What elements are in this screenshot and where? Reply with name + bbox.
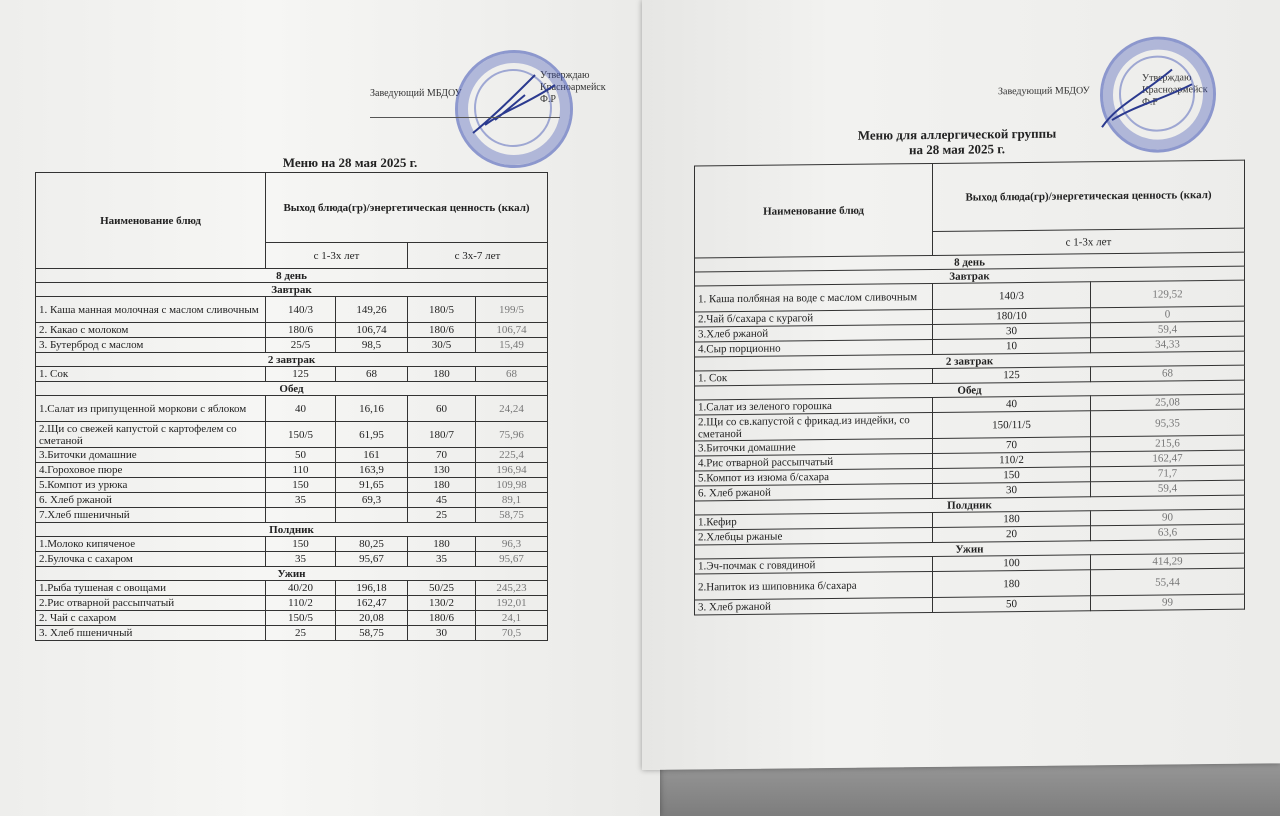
approval-position: Заведующий МБДОУ <box>998 85 1090 98</box>
dish-value: 30/5 <box>408 338 476 353</box>
dish-value: 150 <box>266 478 336 493</box>
table-row <box>36 323 548 338</box>
dish-value: 58,75 <box>476 508 548 523</box>
dish-name: 2.Хлебцы ржаные <box>695 527 933 544</box>
dish-value: 16,16 <box>336 396 408 422</box>
meal-section-title: 2 завтрак <box>36 353 548 367</box>
meal-section-title: Завтрак <box>695 266 1245 286</box>
table-row <box>36 596 548 611</box>
menu-sheet-allergy <box>642 0 1280 770</box>
table-row <box>36 537 548 552</box>
dish-value: 196,18 <box>336 581 408 596</box>
dish-value: 140/3 <box>933 282 1091 310</box>
dish-value: 40/20 <box>266 581 336 596</box>
dish-value <box>336 508 408 523</box>
dish-value: 70 <box>408 448 476 463</box>
page-title: Меню на 28 мая 2025 г. <box>282 155 418 170</box>
dish-value: 59,4 <box>1091 321 1245 338</box>
table-row <box>36 493 548 508</box>
dish-value: 90 <box>1091 509 1245 526</box>
dish-value: 100 <box>933 555 1091 572</box>
dish-value: 50 <box>933 596 1091 613</box>
dish-value: 196,94 <box>476 463 548 478</box>
dish-value: 50/25 <box>408 581 476 596</box>
dish-value: 40 <box>266 396 336 422</box>
table-row <box>36 367 548 382</box>
table-row <box>36 396 548 422</box>
dish-value: 71,7 <box>1091 465 1245 482</box>
dish-name: 1. Каша манная молочная с маслом сливочным <box>36 297 266 323</box>
dish-name: 4.Рис отварной рассыпчатый <box>695 453 933 470</box>
meal-section-title: Ужин <box>36 567 548 581</box>
dish-value: 180 <box>408 537 476 552</box>
table-row <box>36 626 548 641</box>
table-row <box>36 508 548 523</box>
dish-value: 20,08 <box>336 611 408 626</box>
dish-value: 180/6 <box>408 323 476 338</box>
dish-value: 162,47 <box>336 596 408 611</box>
dish-value: 129,52 <box>1091 280 1245 308</box>
dish-value: 70,5 <box>476 626 548 641</box>
dish-value: 24,24 <box>476 396 548 422</box>
column-header-age-1-3: с 1-3х лет <box>933 228 1245 255</box>
dish-name: 3.Хлеб ржаной <box>695 324 933 341</box>
table-row <box>36 478 548 493</box>
menu-table <box>35 172 548 641</box>
dish-value: 149,26 <box>336 297 408 323</box>
dish-value: 70 <box>933 437 1091 454</box>
dish-name: 6. Хлеб ржаной <box>695 483 933 500</box>
dish-value: 25/5 <box>266 338 336 353</box>
page-title-line: на 28 мая 2025 г. <box>909 141 1005 158</box>
dish-name: 1.Салат из зеленого горошка <box>695 397 933 414</box>
dish-name: 1.Рыба тушеная с овощами <box>36 581 266 596</box>
dish-value: 180/6 <box>408 611 476 626</box>
dish-value: 99 <box>1091 594 1245 611</box>
dish-value: 61,95 <box>336 422 408 448</box>
column-header-age-3-7: с 3х-7 лет <box>408 243 548 269</box>
dish-name: 2.Булочка с сахаром <box>36 552 266 567</box>
dish-value: 199/5 <box>476 297 548 323</box>
dish-value: 68 <box>1091 365 1245 382</box>
column-header-dish: Наименование блюд <box>695 163 933 257</box>
dish-name: 4.Сыр порционно <box>695 339 933 356</box>
dish-value: 150 <box>933 467 1091 484</box>
dish-value: 110/2 <box>933 452 1091 469</box>
dish-name: 2.Рис отварной рассыпчатый <box>36 596 266 611</box>
dish-value: 162,47 <box>1091 450 1245 467</box>
dish-name: 2. Какао с молоком <box>36 323 266 338</box>
dish-value: 25,08 <box>1091 394 1245 411</box>
dish-value: 95,35 <box>1091 409 1245 437</box>
dish-value: 150 <box>266 537 336 552</box>
approval-line: Утверждаю <box>540 70 590 81</box>
dish-value: 80,25 <box>336 537 408 552</box>
dish-name: 3.Биточки домашние <box>36 448 266 463</box>
dish-value: 69,3 <box>336 493 408 508</box>
dish-value: 63,6 <box>1091 524 1245 541</box>
dish-value: 35 <box>266 493 336 508</box>
meal-section-title: Ужин <box>695 539 1245 559</box>
dish-value: 150/5 <box>266 611 336 626</box>
dish-value: 68 <box>336 367 408 382</box>
dish-value: 0 <box>1091 306 1245 323</box>
dish-value: 110/2 <box>266 596 336 611</box>
dish-name: 2.Щи со св.капустой с фрикад.из индейки, со сметаной <box>695 412 933 440</box>
dish-name: 1. Сок <box>36 367 266 382</box>
page-title-line: Меню для аллергической группы <box>857 125 1057 143</box>
approval-position: Заведующий МБДОУ <box>370 88 462 99</box>
approval-line: Красноармейск <box>1142 84 1208 96</box>
dish-value: 161 <box>336 448 408 463</box>
meal-section-title: Полдник <box>36 523 548 537</box>
dish-value: 130/2 <box>408 596 476 611</box>
dish-name: 3. Хлеб ржаной <box>695 597 933 614</box>
dish-value: 245,23 <box>476 581 548 596</box>
dish-value: 125 <box>266 367 336 382</box>
dish-value: 180 <box>933 570 1091 598</box>
dish-value: 163,9 <box>336 463 408 478</box>
dish-name: 5.Компот из изюма б/сахара <box>695 468 933 485</box>
dish-value: 55,44 <box>1091 568 1245 596</box>
dish-value: 59,4 <box>1091 480 1245 497</box>
dish-name: 2. Чай с сахаром <box>36 611 266 626</box>
dish-value: 109,98 <box>476 478 548 493</box>
dish-value: 15,49 <box>476 338 548 353</box>
table-row <box>36 552 548 567</box>
dish-name: 1.Эч-почмак с говядиной <box>695 556 933 573</box>
day-label: 8 день <box>695 252 1245 272</box>
day-label: 8 день <box>36 269 548 283</box>
column-header-output: Выход блюда(гр)/энергетическая ценность (ккал) <box>933 160 1245 231</box>
dish-value: 180/6 <box>266 323 336 338</box>
dish-value: 180 <box>933 511 1091 528</box>
dish-value: 180 <box>408 478 476 493</box>
dish-value: 106,74 <box>336 323 408 338</box>
dish-value: 20 <box>933 526 1091 543</box>
signature <box>1082 54 1202 135</box>
dish-value: 95,67 <box>476 552 548 567</box>
dish-value: 192,01 <box>476 596 548 611</box>
table-row <box>36 297 548 323</box>
dish-name: 3.Биточки домашние <box>695 438 933 455</box>
meal-section-title: 2 завтрак <box>695 351 1245 371</box>
dish-value: 40 <box>933 396 1091 413</box>
dish-value: 24,1 <box>476 611 548 626</box>
meal-section-title: Полдник <box>695 495 1245 515</box>
dish-name: 6. Хлеб ржаной <box>36 493 266 508</box>
dish-value <box>266 508 336 523</box>
dish-value: 30 <box>933 482 1091 499</box>
column-header-output: Выход блюда(гр)/энергетическая ценность (ккал) <box>266 173 548 243</box>
dish-value: 150/11/5 <box>933 411 1091 439</box>
dish-value: 25 <box>266 626 336 641</box>
dish-value: 98,5 <box>336 338 408 353</box>
dish-value: 180/5 <box>408 297 476 323</box>
dish-name: 1. Сок <box>695 368 933 385</box>
dish-value: 50 <box>266 448 336 463</box>
approval-line: Утверждаю <box>1142 72 1192 84</box>
signature-line <box>370 117 560 118</box>
dish-value: 150/5 <box>266 422 336 448</box>
dish-value: 180/7 <box>408 422 476 448</box>
dish-value: 60 <box>408 396 476 422</box>
dish-value: 95,67 <box>336 552 408 567</box>
dish-name: 4.Гороховое пюре <box>36 463 266 478</box>
table-row <box>36 463 548 478</box>
dish-value: 30 <box>933 323 1091 340</box>
table-row <box>36 581 548 596</box>
dish-value: 180 <box>408 367 476 382</box>
dish-value: 45 <box>408 493 476 508</box>
table-row <box>36 422 548 448</box>
dish-name: 1.Кефир <box>695 512 933 529</box>
approval-line: Красноармейск <box>540 82 606 93</box>
column-header-age-1-3: с 1-3х лет <box>266 243 408 269</box>
dish-name: 3. Бутерброд с маслом <box>36 338 266 353</box>
dish-value: 58,75 <box>336 626 408 641</box>
dish-value: 110 <box>266 463 336 478</box>
dish-value: 89,1 <box>476 493 548 508</box>
signature <box>465 65 565 145</box>
dish-value: 91,65 <box>336 478 408 493</box>
dish-value: 34,33 <box>1091 336 1245 353</box>
table-row <box>36 611 548 626</box>
dish-name: 1. Каша полбяная на воде с маслом сливочным <box>695 283 933 311</box>
dish-value: 215,6 <box>1091 435 1245 452</box>
dish-value: 96,3 <box>476 537 548 552</box>
meal-section-title: Обед <box>36 382 548 396</box>
dish-value: 225,4 <box>476 448 548 463</box>
dish-name: 2.Чай б/сахара с курагой <box>695 309 933 326</box>
dish-name: 7.Хлеб пшеничный <box>36 508 266 523</box>
approval-line: Ф.Р <box>540 94 556 105</box>
dish-name: 1.Салат из припущенной моркови с яблоком <box>36 396 266 422</box>
dish-value: 68 <box>476 367 548 382</box>
dish-value: 10 <box>933 338 1091 355</box>
dish-value: 75,96 <box>476 422 548 448</box>
dish-value: 30 <box>408 626 476 641</box>
dish-value: 414,29 <box>1091 553 1245 570</box>
dish-name: 1.Молоко кипяченое <box>36 537 266 552</box>
dish-name: 2.Напиток из шиповника б/сахара <box>695 571 933 599</box>
menu-table <box>694 160 1245 616</box>
dish-name: 5.Компот из урюка <box>36 478 266 493</box>
column-header-dish: Наименование блюд <box>36 173 266 269</box>
dish-value: 180/10 <box>933 308 1091 325</box>
dish-name: 2.Щи со свежей капустой с картофелем со сметаной <box>36 422 266 448</box>
dish-value: 35 <box>266 552 336 567</box>
meal-section-title: Завтрак <box>36 283 548 297</box>
dish-value: 106,74 <box>476 323 548 338</box>
dish-value: 25 <box>408 508 476 523</box>
dish-value: 140/3 <box>266 297 336 323</box>
dish-value: 35 <box>408 552 476 567</box>
approval-line: Ф.Р <box>1142 96 1158 108</box>
page-title <box>802 125 1112 158</box>
table-row <box>36 448 548 463</box>
meal-section-title: Обед <box>695 380 1245 400</box>
dish-value: 130 <box>408 463 476 478</box>
dish-name: 3. Хлеб пшеничный <box>36 626 266 641</box>
dish-value: 125 <box>933 367 1091 384</box>
table-row <box>36 338 548 353</box>
